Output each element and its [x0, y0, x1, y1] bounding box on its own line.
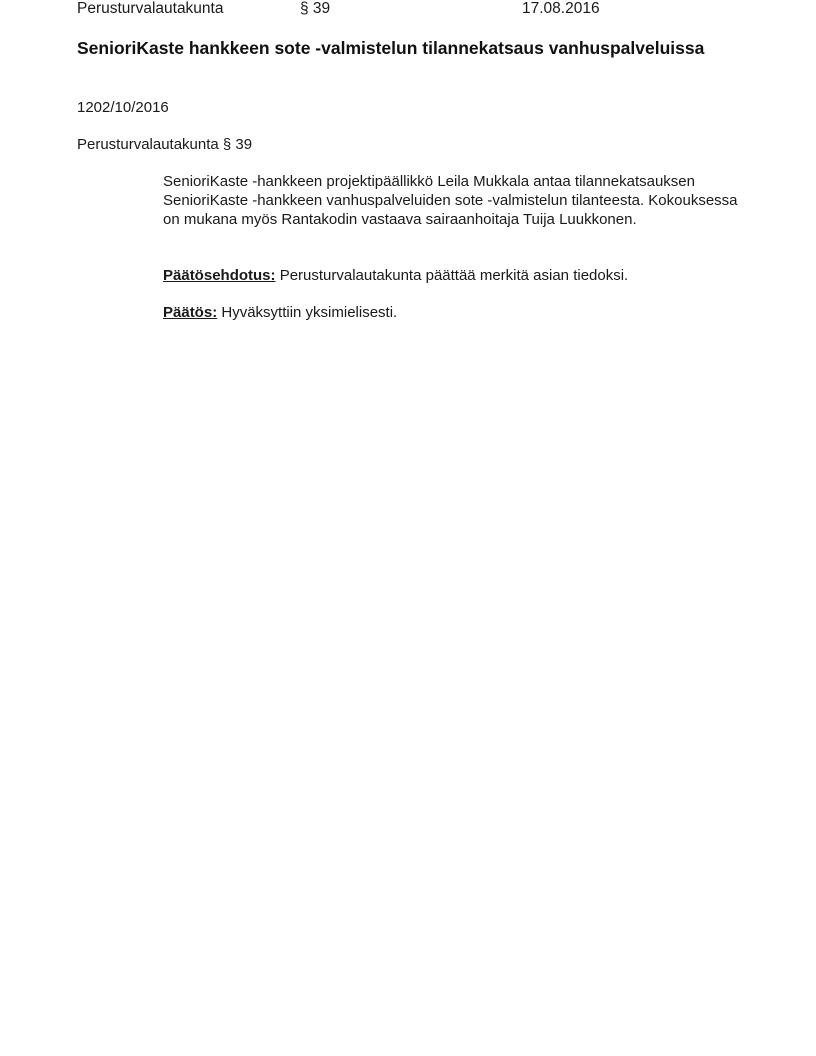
decision — [163, 303, 753, 323]
page-header — [0, 0, 816, 19]
header-section-number: § 39 — [300, 0, 331, 17]
header-date: 17.08.2016 — [522, 0, 600, 17]
decision-proposal — [163, 266, 753, 286]
document-title: SenioriKaste hankkeen sote -valmistelun tilannekatsaus vanhuspalveluissa — [77, 38, 705, 58]
decision-label: Päätös: — [163, 304, 218, 321]
decision-text: Hyväksyttiin yksimielisesti. — [221, 304, 398, 321]
header-committee: Perusturvalautakunta — [77, 0, 224, 17]
body-paragraph: SenioriKaste -hankkeen projektipäällikkö Leila Mukkala antaa tilannekatsauksen SenioriKaste -hankkeen vanhuspalveluiden sote -valmistelun tilanteesta. Kokouksessa on mukana myös Rantakodin vastaava sairaanhoitaja Tuija Luukkonen. — [163, 173, 738, 228]
proposal-text: Perusturvalautakunta päättää merkitä asian tiedoksi. — [279, 267, 629, 284]
proposal-label: Päätösehdotus: — [163, 267, 276, 284]
record-number: 1202/10/2016 — [77, 99, 169, 116]
section-reference: Perusturvalautakunta § 39 — [77, 136, 253, 153]
